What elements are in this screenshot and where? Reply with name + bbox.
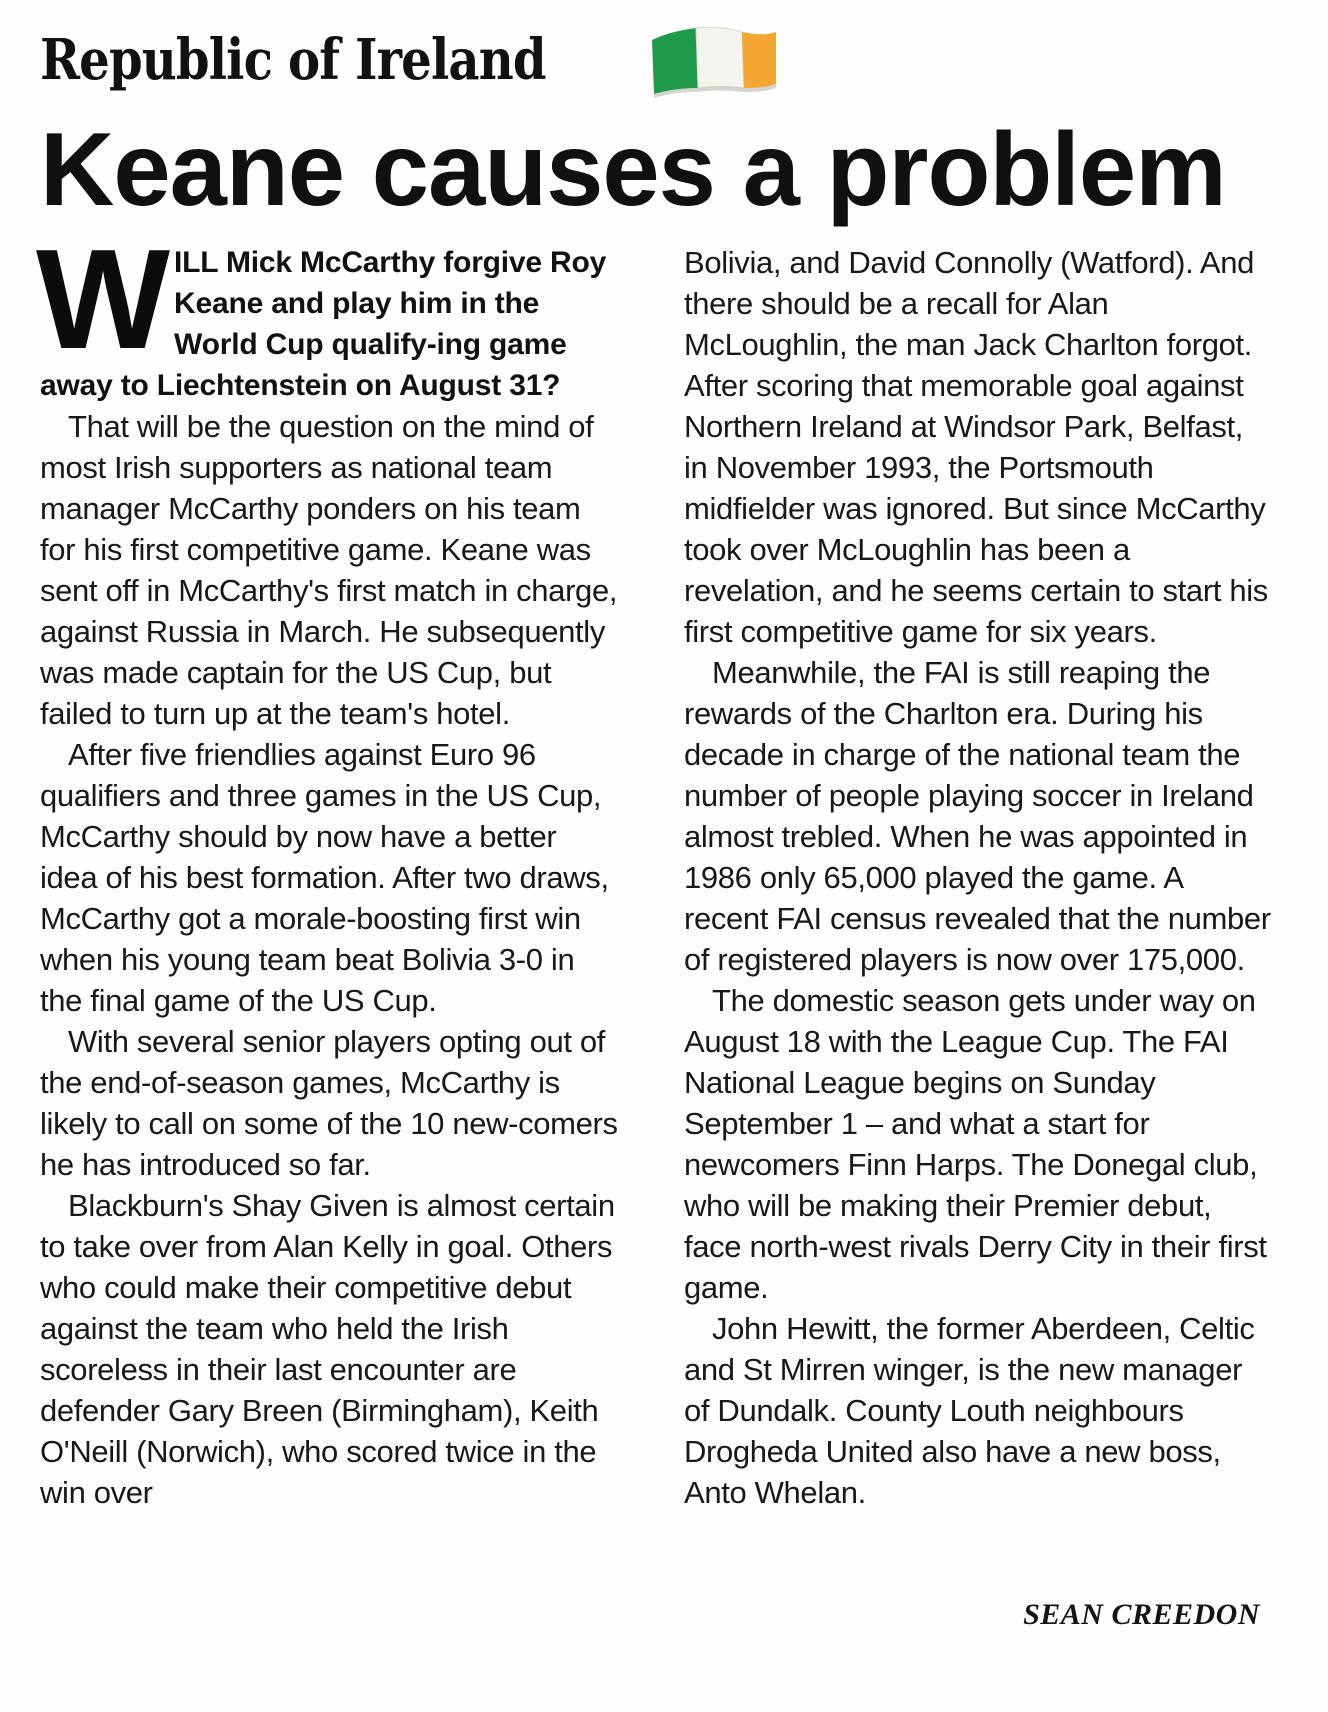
section-title: Republic of Ireland	[40, 27, 546, 93]
body-paragraph: That will be the question on the mind of most Irish supporters as national team manager McCarthy ponders on his team for his first competitive game. Keane was sent off in McCarthy's first match in charge, against Russia in March. He subsequently was made captain for the US Cup, but failed to turn up at the team's hotel.	[40, 409, 618, 731]
flag-orange-band	[742, 32, 776, 88]
body-paragraph: The domestic season gets under way on August 18 with the League Cup. The FAI National League begins on Sunday September 1 – and what a start for newcomers Finn Harps. The Donegal club, who will be making their Premier debut, face north-west rivals Derry City in their first game.	[684, 983, 1267, 1305]
author-byline: SEAN CREEDON	[1023, 1598, 1260, 1631]
body-paragraph: After five friendlies against Euro 96 qualifiers and three games in the US Cup, McCarthy should by now have a better idea of his best formation. After two draws, McCarthy got a morale-boosting first win when his young team beat Bolivia 3-0 in the final game of the US Cup.	[40, 737, 609, 1018]
section-header	[40, 18, 1260, 118]
lede-text: ILL Mick McCarthy forgive Roy Keane and play him in the World Cup qualify-ing game away to Liechtenstein on August 31?	[40, 246, 607, 402]
irish-flag-icon	[644, 18, 834, 98]
body-paragraph: Blackburn's Shay Given is almost certain to take over from Alan Kelly in goal. Others who could make their competitive debut against the team who held the Irish scoreless in their last encounter are defender Gary Breen (Birmingham), Keith O'Neill (Norwich), who scored twice in the win over	[40, 1188, 615, 1510]
body-paragraph: With several senior players opting out of the end-of-season games, McCarthy is likely to call on some of the 10 new-comers he has introduced so far.	[40, 1024, 618, 1182]
body-paragraph: Meanwhile, the FAI is still reaping the rewards of the Charlton era. During his decade in charge of the national team the number of people playing soccer in Ireland almost trebled. When he was appointed in 1986 only 65,000 played the game. A recent FAI census revealed that the number of registered players is now over 175,000.	[684, 655, 1271, 977]
flag-white-band	[696, 27, 744, 88]
article-lede	[36, 220, 620, 406]
flag-green-band	[652, 28, 698, 94]
article-column-left	[36, 220, 620, 1513]
drop-cap: W	[36, 220, 165, 379]
article-headline: Keane causes a problem	[40, 112, 1226, 228]
body-paragraph: John Hewitt, the former Aberdeen, Celtic and St Mirren winger, is the new manager of Dundalk. County Louth neighbours Drogheda United also have a new boss, Anto Whelan.	[684, 1311, 1255, 1510]
body-paragraph-continued: Bolivia, and David Connolly (Watford). And there should be a recall for Alan McLoughlin, the man Jack Charlton forgot. After scoring that memorable goal against Northern Ireland at Windsor Park, Belfast, in November 1993, the Portsmouth midfielder was ignored. But since McCarthy took over McLoughlin has been a revelation, and he seems certain to start his first competitive game for six years.	[684, 245, 1268, 649]
article-column-right	[684, 242, 1274, 1513]
